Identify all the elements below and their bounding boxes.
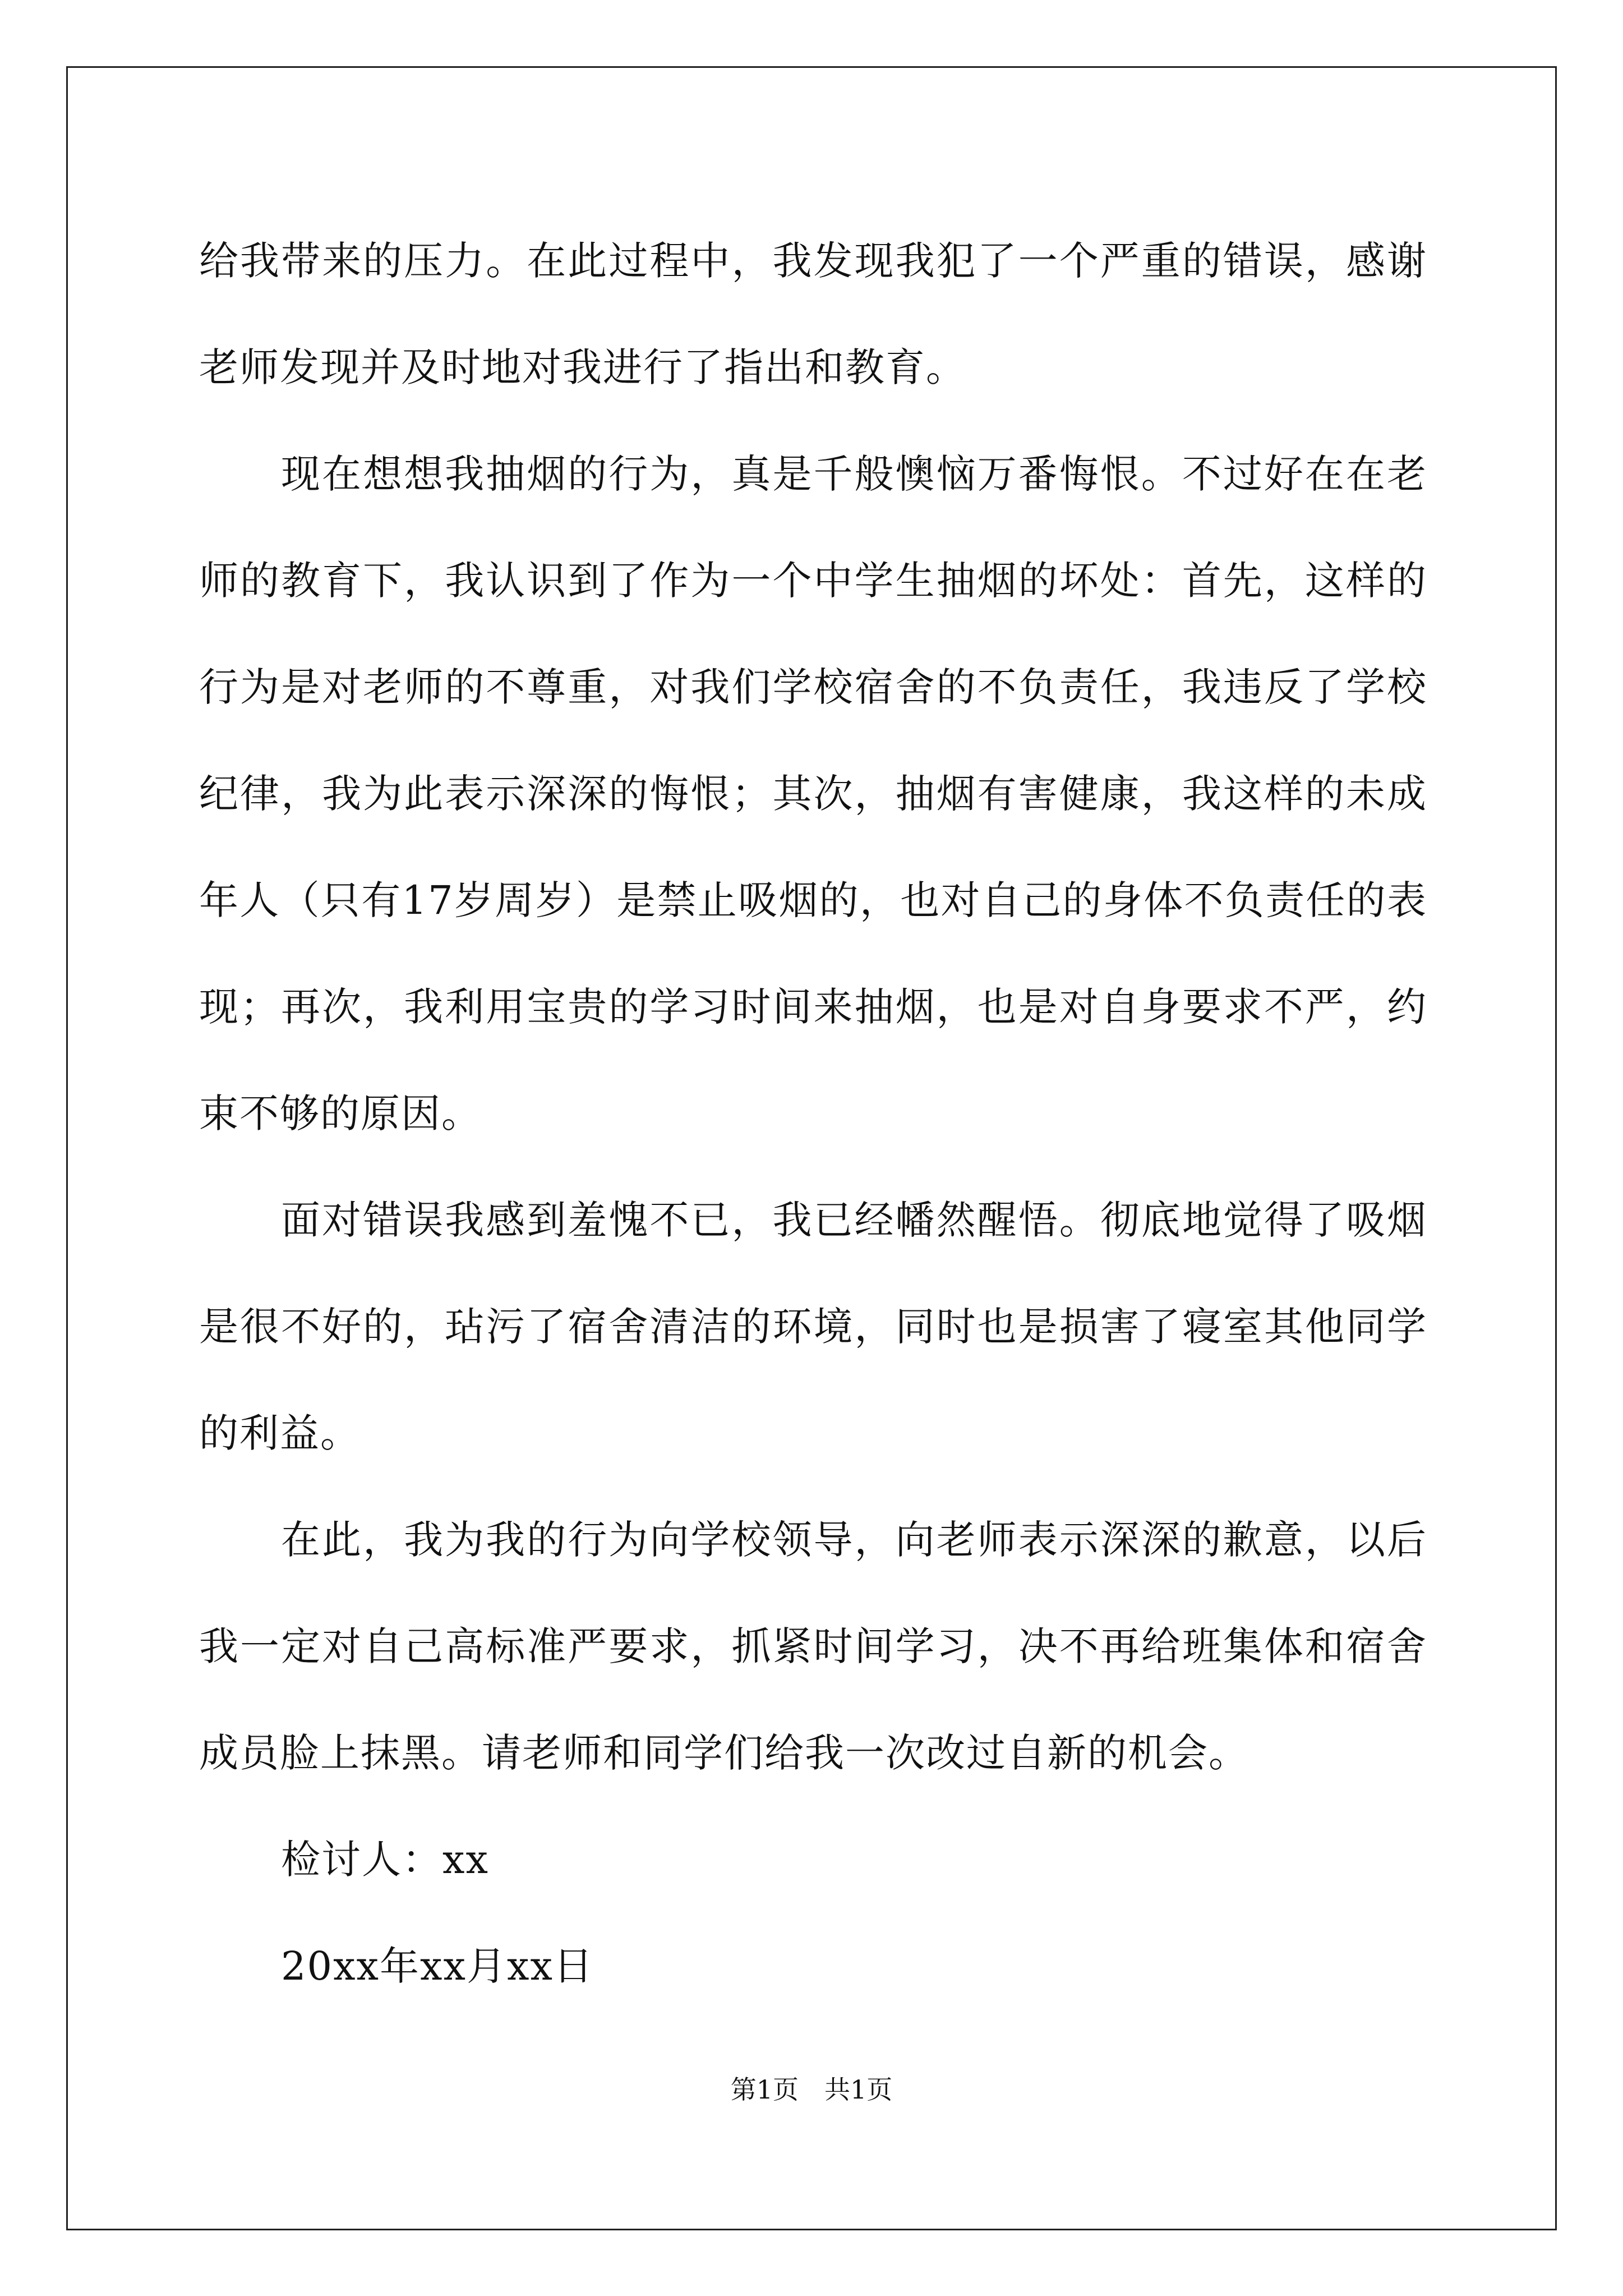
date-line: 20xx年xx月xx日	[281, 1943, 594, 1989]
paragraph-2: 现在想想我抽烟的行为，真是千般懊恼万番悔恨。不过好在在老师的教育下，我认识到了作为一个中学生抽烟的坏处：首先，这样的行为是对老师的不尊重，对我们学校宿舍的不负责任，我违反了学校纪律，我为此表示深深的悔恨；其次，抽烟有害健康，我这样的未成年人（只有17岁周岁）是禁止吸烟的，也对自己的身体不负责任的表现；再次，我利用宝贵的学习时间来抽烟，也是对自身要求不严，约束不够的原因。	[199, 451, 1427, 1137]
page-number-total: 共1页	[824, 2074, 893, 2105]
signature-line: 检讨人：xx	[281, 1837, 489, 1883]
paragraph-4: 在此，我为我的行为向学校领导，向老师表示深深的歉意，以后我一定对自己高标准严要求，抓紧时间学习，决不再给班集体和宿舍成员脸上抹黑。请老师和同学们给我一次改过自新的机会。	[199, 1517, 1427, 1776]
page-number-current: 第1页	[730, 2074, 799, 2105]
paragraph-1: 给我带来的压力。在此过程中，我发现我犯了一个严重的错误，感谢老师发现并及时地对我进行了指出和教育。	[199, 238, 1427, 390]
paragraph-3: 面对错误我感到羞愧不已，我已经幡然醒悟。彻底地觉得了吸烟是很不好的，玷污了宿舍清洁的环境，同时也是损害了寝室其他同学的利益。	[199, 1197, 1427, 1456]
document-body	[199, 208, 1427, 2019]
page-footer	[0, 2073, 1623, 2106]
